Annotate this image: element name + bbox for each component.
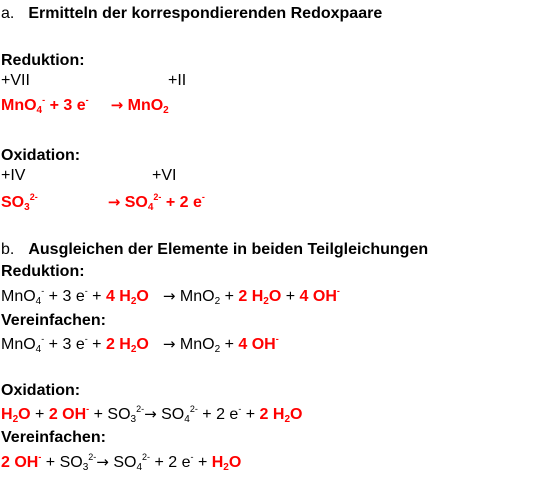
formula-text: O [228,454,242,471]
superscript: - [41,286,45,296]
reaction-arrow-icon: → [162,335,176,353]
reaction-arrow-icon: → [144,405,157,423]
ox-number-left: +VII [1,72,30,89]
reduktion-equation-full [1,287,340,306]
subscript: 4 [136,462,142,473]
formula-text: MnO [1,97,37,114]
highlight-term [238,288,281,305]
superscript: 2- [136,404,145,414]
formula-text: 2 H [238,288,264,305]
highlight-term [212,454,242,471]
reaction-arrow-icon: → [110,96,124,114]
subscript: 3 [82,462,89,473]
formula-text: O [290,406,303,423]
reduktion-equation-simplified [1,335,279,354]
section-b-marker: b. [1,241,15,258]
subscript: 2 [284,414,291,425]
subscript: 2 [130,344,137,355]
formula-text: O [136,336,149,353]
oxidation-oxidation-numbers [1,167,177,186]
reduktion-oxidation-numbers [1,72,187,91]
oxidation-heading: Oxidation: [1,147,81,164]
superscript: - [190,452,194,462]
formula-text: + [220,336,239,353]
formula-text: H [211,454,224,471]
subscript: 3 [130,414,137,425]
formula-text: MnO [127,97,164,114]
formula-text: MnO [1,288,36,305]
highlight-term [238,336,278,353]
formula-text: 2 H [105,336,131,353]
ox-number-left: +IV [1,167,26,184]
section-a-marker: a. [1,5,15,22]
superscript: - [84,286,88,296]
formula-text: + SO [89,406,131,423]
formula-text: + 2 e [150,454,191,471]
formula-text: MnO [179,336,215,353]
ox-number-right: +VI [152,167,177,184]
formula-text: + [87,336,106,353]
superscript: - [42,95,46,105]
subscript: 2 [223,462,229,473]
formula-text: + 2 e [165,194,202,211]
formula-text: MnO [179,288,215,305]
superscript: - [84,334,88,344]
formula-text: 2 H [259,406,285,423]
formula-text: + 3 e [44,288,85,305]
highlight-term [49,406,89,423]
highlight-term [260,406,303,423]
formula-text: SO [1,194,25,211]
section-b-title: Ausgleichen der Elemente in beiden Teilgleichungen [28,241,429,258]
highlight-term [106,336,149,353]
section-a-title: Ermitteln der korrespondierenden Redoxpaare [28,5,383,22]
subscript: 2 [214,296,221,307]
oxidation-equation-full [1,405,302,424]
subscript: 4 [184,414,190,425]
subscript: 3 [24,202,30,213]
superscript: 2- [29,192,38,202]
formula-text: + 3 e [49,97,86,114]
formula-text: SO [161,406,185,423]
highlight-term [106,288,149,305]
subscript: 4 [35,344,42,355]
superscript: - [85,95,89,105]
formula-text: 4 OH [238,336,276,353]
formula-text: MnO [1,336,36,353]
superscript: - [238,404,242,414]
formula-text: + [30,406,49,423]
formula-text: O [18,406,31,423]
subscript: 4 [36,105,43,116]
formula-text: 2 OH [1,454,39,471]
vereinfachen-heading-2: Vereinfachen: [1,429,106,446]
subscript: 4 [147,202,154,213]
superscript: 2- [153,192,162,202]
reduktion-heading-b: Reduktion: [1,263,85,280]
oxidation-redox-pair [1,193,205,212]
highlight-term [1,406,31,423]
reduktion-redox-pair [1,96,169,115]
formula-text: + 3 e [44,336,85,353]
formula-text: + [220,288,239,305]
superscript: - [336,286,340,296]
formula-text: 4 OH [299,288,337,305]
formula-text: SO [124,194,148,211]
formula-text: + [281,288,300,305]
formula-text: + 2 e [197,406,239,423]
formula-text: SO [113,454,137,471]
section-a-heading [1,5,382,24]
formula-text: H [1,406,13,423]
subscript: 2 [163,105,169,116]
ox-number-right: +II [168,72,187,89]
superscript: 2- [189,404,198,414]
formula-text: + [193,454,212,471]
superscript: - [86,404,90,414]
vereinfachen-heading-1: Vereinfachen: [1,312,106,329]
subscript: 2 [130,296,137,307]
reaction-arrow-icon: → [107,193,121,211]
superscript: - [201,192,205,202]
oxidation-heading-b: Oxidation: [1,382,81,399]
formula-text: 4 H [105,288,131,305]
formula-text: O [268,288,282,305]
highlight-term [300,288,340,305]
subscript: 2 [214,344,221,355]
formula-text: + SO [41,454,83,471]
oxidation-equation-simplified [1,453,241,472]
subscript: 2 [12,414,19,425]
superscript: - [41,334,45,344]
reaction-arrow-icon: → [162,287,176,305]
subscript: 4 [35,296,42,307]
superscript: 2- [88,452,97,462]
formula-text: O [136,288,149,305]
superscript: - [275,334,279,344]
superscript: 2- [142,452,151,462]
reaction-arrow-icon: → [96,453,109,471]
formula-text: + [87,288,106,305]
superscript: - [38,452,42,462]
section-b-heading [1,241,428,260]
formula-text: + [241,406,260,423]
subscript: 2 [263,296,269,307]
reduktion-heading: Reduktion: [1,52,85,69]
formula-text: 2 OH [48,406,87,423]
highlight-term [1,454,41,471]
